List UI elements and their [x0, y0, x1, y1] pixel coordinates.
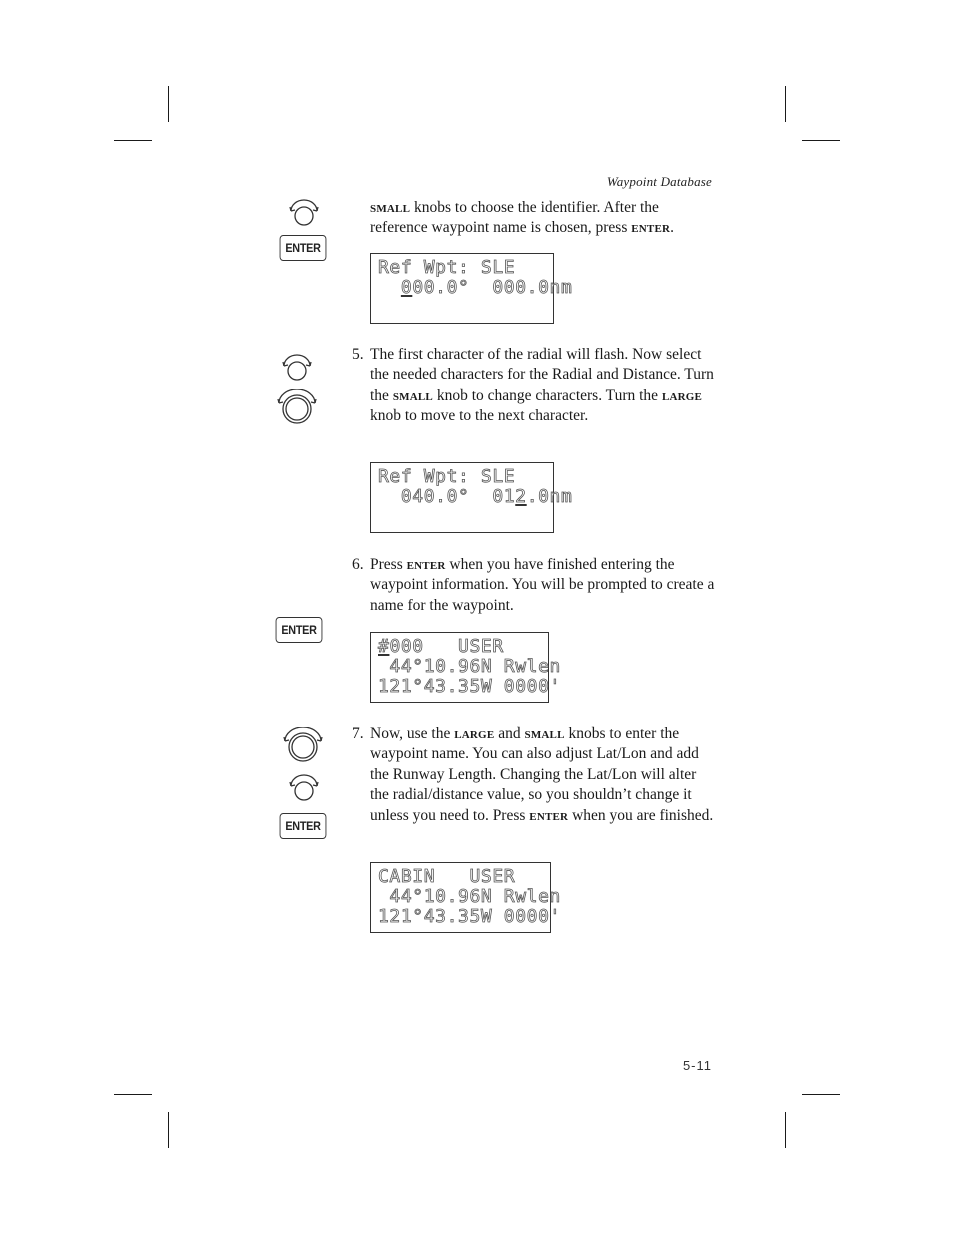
key-name-text: small — [392, 387, 433, 404]
step5-instruction-text — [352, 345, 715, 427]
body-text: knobs to choose the identifier. After the reference waypoint name is chosen, press — [370, 199, 659, 237]
lcd-text: 44°10.96N Rwlen — [378, 656, 561, 677]
body-text: knob to move to the next character. — [370, 407, 589, 425]
lcd-screen-new-waypoint — [370, 632, 561, 703]
body-text: knob to change characters. Turn the — [432, 386, 662, 404]
lcd-line — [378, 637, 542, 657]
enter-key-icon: ENTER — [280, 813, 327, 839]
large-knob-icon — [282, 727, 324, 765]
running-header: Waypoint Database — [606, 174, 712, 189]
key-name-text: small — [524, 726, 565, 742]
crop-mark-bottom-left-horizontal — [114, 1094, 152, 1095]
lcd-text: 000 USER — [389, 636, 504, 657]
body-text: when you are finished. — [568, 806, 714, 824]
step-number: 6. — [352, 556, 364, 573]
key-name-text: small — [370, 200, 411, 216]
key-name-text: enter — [406, 557, 446, 573]
lcd-text — [378, 277, 401, 298]
crop-mark-top-right-horizontal — [802, 140, 840, 141]
key-name-text: large — [454, 726, 495, 742]
lcd-line — [378, 676, 561, 697]
enter-key-icon: ENTER — [280, 235, 327, 261]
lcd-text: 121°43.35W 0000' — [378, 676, 561, 697]
lcd-text: 00.0° 000.0nm — [412, 277, 573, 298]
large-knob-icon — [276, 389, 318, 427]
crop-mark-top-left-horizontal — [114, 140, 152, 141]
crop-mark-bottom-left-vertical — [168, 1112, 169, 1148]
body-text: . — [670, 219, 675, 237]
body-text: when you have finished entering the waypoint information. You will be prompted to create a name for the waypoint. — [370, 556, 715, 614]
crop-mark-top-right-vertical — [785, 86, 786, 122]
lcd-text: 44°10.96N Rwlen — [378, 886, 561, 907]
lcd-text: .0nm — [526, 486, 573, 507]
lcd-line — [378, 867, 544, 887]
lcd-line — [378, 656, 561, 677]
lcd-text: CABIN USER — [378, 866, 516, 887]
lcd-cursor-char: 0 — [400, 277, 413, 298]
crop-mark-top-left-vertical — [168, 86, 169, 122]
small-knob-icon — [280, 354, 314, 384]
step-number: 5. — [352, 346, 364, 363]
lcd-text: 040.0° 01 — [378, 486, 516, 507]
crop-mark-bottom-right-horizontal — [802, 1094, 840, 1095]
key-name-text: enter — [631, 220, 671, 237]
body-text: Press — [370, 556, 407, 573]
crop-mark-bottom-right-vertical — [785, 1112, 786, 1148]
lcd-line — [378, 258, 547, 278]
step-number: 7. — [352, 725, 364, 742]
lcd-cursor-char: # — [378, 636, 390, 657]
lcd-line — [378, 486, 573, 507]
step6-instruction-text — [352, 555, 715, 616]
body-text: The first character of the radial will flash. Now select the needed characters for the Radial and Distance. Turn the — [370, 346, 714, 404]
key-name-text: enter — [529, 807, 569, 824]
step7-instruction-text — [352, 724, 715, 826]
lcd-cursor-char: 2 — [515, 486, 527, 507]
lcd-screen-ref-wpt-initial — [370, 253, 573, 324]
body-text: knobs to enter the waypoint name. You can also adjust Lat/Lon and add the Runway Length. Changing the Lat/Lon will alter the radial/distance value, so you shouldn’t change it unless you need to. Press — [370, 725, 699, 824]
lcd-text: Ref Wpt: SLE — [378, 257, 516, 278]
lcd-line — [378, 886, 561, 907]
lcd-line — [378, 467, 547, 487]
body-text: and — [494, 725, 525, 742]
lcd-line — [378, 277, 573, 298]
enter-key-icon: ENTER — [276, 617, 323, 643]
step4-instruction-text — [370, 198, 715, 239]
small-knob-icon — [286, 199, 322, 229]
key-name-text: large — [661, 387, 703, 404]
body-text: Now, use the — [370, 725, 455, 742]
lcd-line — [378, 906, 561, 927]
lcd-text: Ref Wpt: SLE — [378, 466, 516, 487]
small-knob-icon — [286, 774, 322, 804]
page-number: 5-11 — [682, 1058, 712, 1073]
lcd-screen-ref-wpt-radial — [370, 462, 573, 533]
lcd-text: 121°43.35W 0000' — [378, 906, 561, 927]
lcd-screen-named-waypoint — [370, 862, 561, 933]
